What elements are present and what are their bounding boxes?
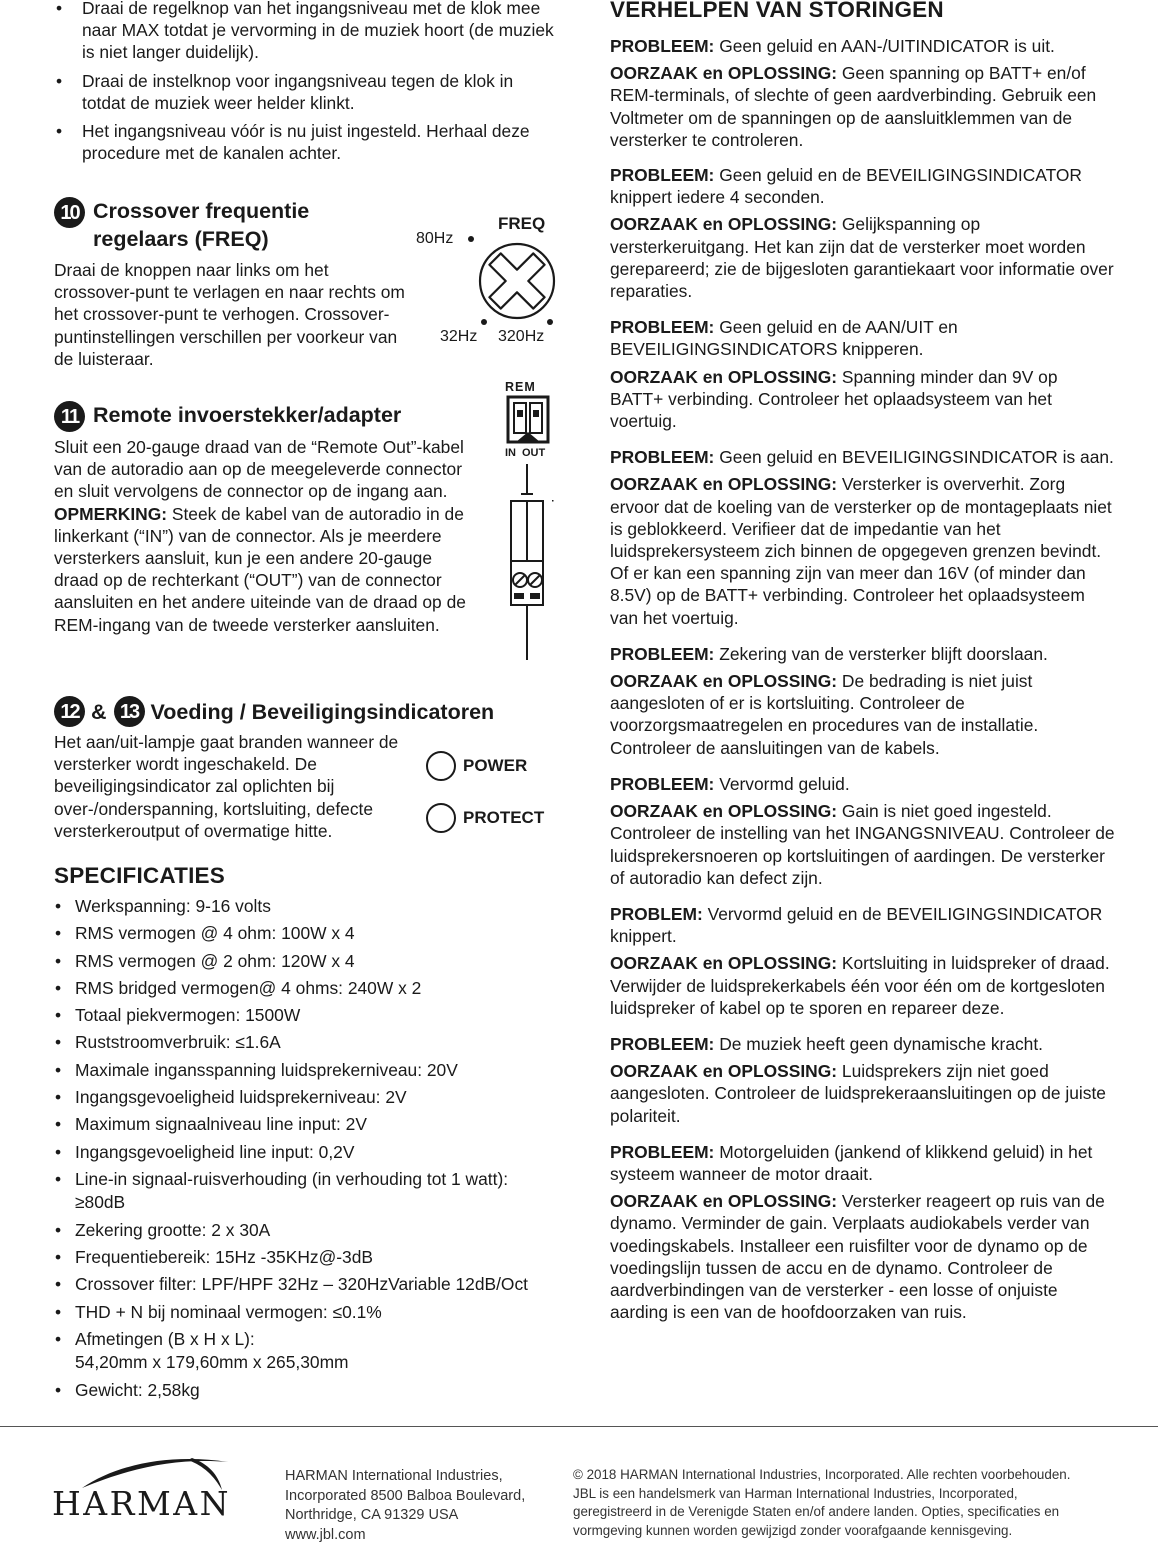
- trouble-entry: PROBLEEM: Geen geluid en de BEVEILIGINGSINDICATOR knippert iedere 4 seconden. OORZAAK en OPLOSSING: Gelijkspanning op versterkeruitgang. Het kan zijn dat de versterker moet worden gerepareerd; zie de bijgesloten garantiekaart voor informatie over reparaties.: [610, 165, 1114, 302]
- section-title-line1: Crossover frequentie: [93, 199, 310, 223]
- trouble-entry: PROBLEM: Vervormd geluid en de BEVEILIGINGSINDICATOR knippert. OORZAAK en OPLOSSING: Kortsluiting in luidspreker of draad. Verwijder de luidsprekerkabels één voor één om de kortgesloten luidspreker of kabel op te sporen en repareer deze.: [610, 903, 1110, 1018]
- section-title-line2: regelaars (FREQ): [93, 227, 269, 251]
- list-item: • Maximale ingansspanning luidsprekerniveau: 20V: [54, 1059, 554, 1083]
- section-number-badge: 12: [54, 696, 85, 727]
- section-title: Voeding / Beveiligingsindicatoren: [150, 699, 495, 724]
- footer-divider: [0, 1426, 1158, 1427]
- dimensions-value: 54,20mm x 179,60mm x 265,30mm: [75, 1352, 349, 1373]
- list-item: • Maximum signaalniveau line input: 2V: [54, 1113, 554, 1137]
- trouble-entry: PROBLEEM: De muziek heeft geen dynamische kracht. OORZAAK en OPLOSSING: Luidsprekers zijn niet goed aangesloten. Controleer de luidsprekeraansluitingen op de juiste polariteit.: [610, 1033, 1106, 1126]
- knob-bottom-left-label: 32Hz: [440, 328, 478, 345]
- knob-bottom-right-label: 320Hz: [498, 328, 545, 345]
- section-body: Sluit een 20-gauge draad van de “Remote Out”-kabel van de autoradio aan op de meegeleverde connector en sluit vervolgens de connector op de ingang aan. OPMERKING: Steek de kabel van de autoradio in de linkerkant (“IN”) van de connector. Als je meerdere versterkers aansluit, kun je een andere 20-gauge draad op de rechterkant (“OUT”) van de connector aansluiten en het andere uiteinde van de draad op de REM-ingang van de tweede versterker aansluiten.: [54, 437, 466, 635]
- remote-connector-diagram: [494, 376, 564, 666]
- list-item: • Afmetingen (B x H x L): 54,20mm x 179,60mm x 265,30mm: [54, 1328, 554, 1375]
- copyright-notice: © 2018 HARMAN International Industries, Incorporated. Alle rechten voorbehouden. JBL is een handelsmerk van Harman International Industries, Incorporated, geregistreerd in de Verenigde Staten en/of andere landen. Opties, specificaties en vormgeving kunnen worden gewijzigd zonder voorafgaande kennisgeving.: [573, 1467, 1071, 1538]
- level-steps-list: [54, 0, 554, 164]
- spec-list: [54, 895, 554, 1402]
- section-number-badge: 10: [54, 197, 85, 228]
- troubleshooting-list: [610, 35, 1115, 1323]
- logo-wordmark: HARMAN: [52, 1484, 231, 1523]
- protect-label: PROTECT: [463, 808, 545, 827]
- list-item: • Werkspanning: 9-16 volts: [54, 895, 554, 919]
- power-led-icon: [426, 751, 456, 781]
- list-item: • RMS bridged vermogen@ 4 ohms: 240W x 2: [54, 977, 554, 1001]
- specifications-heading: SPECIFICATIES: [54, 863, 225, 888]
- section-heading: [54, 696, 554, 727]
- rem-label: REM: [505, 380, 536, 394]
- list-item: • Crossover filter: LPF/HPF 32Hz – 320HzVariable 12dB/Oct: [54, 1273, 554, 1297]
- website-link[interactable]: www.jbl.com: [285, 1526, 366, 1543]
- trouble-entry: PROBLEEM: Geen geluid en de AAN/UIT en BEVEILIGINGSINDICATORS knipperen. OORZAAK en OPLOSSING: Spanning minder dan 9V op BATT+ verbinding. Controleer het oplaadsysteem van het voertuig.: [610, 317, 1058, 432]
- section-heading: [54, 401, 554, 432]
- harman-logo: [52, 1452, 242, 1532]
- protect-indicator: [426, 803, 544, 833]
- knob-min-label: 80Hz: [416, 230, 454, 247]
- trouble-entry: PROBLEEM: Motorgeluiden (jankend of klikkend geluid) in het systeem wanneer de motor draait. OORZAAK en OPLOSSING: Versterker reageert op ruis van de dynamo. Verminder de gain. Verplaats audiokabels verder van voedingskabels. Installeer een ruisfilter voor de dynamo op de voedingslijn tussen de accu en de dynamo. Controleer de aardverbindingen van de versterker - een losse of onjuiste aarding is een van de hoofdoorzaken van ruis.: [610, 1141, 1105, 1323]
- section-title: Remote invoerstekker/adapter: [93, 403, 402, 427]
- list-item: • Het ingangsniveau vóór is nu juist ingesteld. Herhaal deze procedure met de kanalen achter.: [54, 120, 554, 164]
- section-number-badge: 13: [114, 696, 145, 727]
- knob-icon: [456, 228, 566, 328]
- out-label: OUT: [522, 447, 546, 459]
- section-body: Het aan/uit-lampje gaat branden wanneer de versterker wordt ingeschakeld. De beveiligingsindicator zal oplichten bij over-/onderspanning, kortsluiting, defecte versterkeroutput of overmatige hitte.: [54, 732, 399, 841]
- section-specifications: [54, 863, 554, 1406]
- list-item: • Ruststroomverbruik: ≤1.6A: [54, 1031, 554, 1055]
- list-item: • Totaal piekvermogen: 1500W: [54, 1004, 554, 1028]
- company-address: HARMAN International Industries, Incorporated 8500 Balboa Boulevard, Northridge, CA 91329 USA www.jbl.com: [285, 1467, 525, 1545]
- section-number-badge: 11: [54, 401, 85, 432]
- list-item: • RMS vermogen @ 4 ohm: 100W x 4: [54, 922, 554, 946]
- trouble-entry: PROBLEEM: Geen geluid en AAN-/UITINDICATOR is uit. OORZAAK en OPLOSSING: Geen spanning op BATT+ en/of REM-terminals, of slechte of geen aardverbinding. Gebruik een Voltmeter om de spanningen op de aansluitklemmen van de versterker te controleren.: [610, 36, 1097, 150]
- list-item: • Ingangsgevoeligheid luidsprekerniveau: 2V: [54, 1086, 554, 1110]
- power-label: POWER: [463, 756, 528, 775]
- section-remote: [54, 401, 554, 636]
- freq-knob-diagram: [416, 210, 566, 350]
- list-item: • Draai de regelknop van het ingangsniveau met de klok mee naar MAX totdat je vervorming in de muziek hoort (de muziek is niet langer duidelijk).: [54, 0, 554, 64]
- trouble-entry: PROBLEEM: Vervormd geluid. OORZAAK en OPLOSSING: Gain is niet goed ingesteld. Controleer de instelling van het INGANGSNIVEAU. Controleer de luidsprekersnoeren op kortsluitingen of aardingen. De versterker of autoradio kan defect zijn.: [610, 773, 1115, 888]
- list-item: • Line-in signaal-ruisverhouding (in verhouding tot 1 watt): ≥80dB: [54, 1168, 554, 1215]
- ampersand: &: [91, 699, 107, 724]
- list-item: • Gewicht: 2,58kg: [54, 1379, 554, 1403]
- list-item: • Frequentiebereik: 15Hz -35KHz@-3dB: [54, 1246, 554, 1270]
- list-item: • THD + N bij nominaal vermogen: ≤0.1%: [54, 1301, 554, 1325]
- trouble-entry: PROBLEEM: Geen geluid en BEVEILIGINGSINDICATOR is aan. OORZAAK en OPLOSSING: Versterker is oververhit. Zorg ervoor dat de koeling van de versterker op de montageplaats niet is geblokkeerd. Verifieer dat de impedantie van het luidsprekersysteem zich binnen de opgegeven grenzen bevindt. Of er kan een spanning zijn van meer dan 16V (of minder dan 8.5V) op de BATT+ verbinding. Controleer het oplaadsysteem van het voertuig.: [610, 447, 1114, 628]
- troubleshooting-heading: VERHELPEN VAN STORINGEN: [610, 0, 944, 22]
- in-label: IN: [505, 447, 516, 459]
- power-indicator: [426, 751, 527, 781]
- list-item: • RMS vermogen @ 2 ohm: 120W x 4: [54, 950, 554, 974]
- list-item: • Ingangsgevoeligheid line input: 0,2V: [54, 1141, 554, 1165]
- section-body: Draai de knoppen naar links om het crossover-punt te verlagen en naar rechts om het crossover-punt te verhogen. Crossover-puntinstellingen verschillen per voorkeur van de luisteraar.: [54, 260, 405, 369]
- connector-icon: [494, 376, 564, 666]
- knob-title-label: FREQ: [498, 214, 546, 233]
- note-label: OPMERKING:: [54, 503, 168, 524]
- list-item: • Zekering grootte: 2 x 30A: [54, 1219, 554, 1243]
- trouble-entry: PROBLEEM: Zekering van de versterker blijft doorslaan. OORZAAK en OPLOSSING: De bedrading is niet juist aangesloten of er is kortsluiting. Controleer de voorzorgsmaatregelen en procedures van de installatie. Controleer de aansluitingen van de kabels.: [610, 643, 1048, 758]
- protect-led-icon: [426, 803, 456, 833]
- list-item: • Draai de instelknop voor ingangsniveau tegen de klok in totdat de muziek weer helder klinkt.: [54, 70, 554, 114]
